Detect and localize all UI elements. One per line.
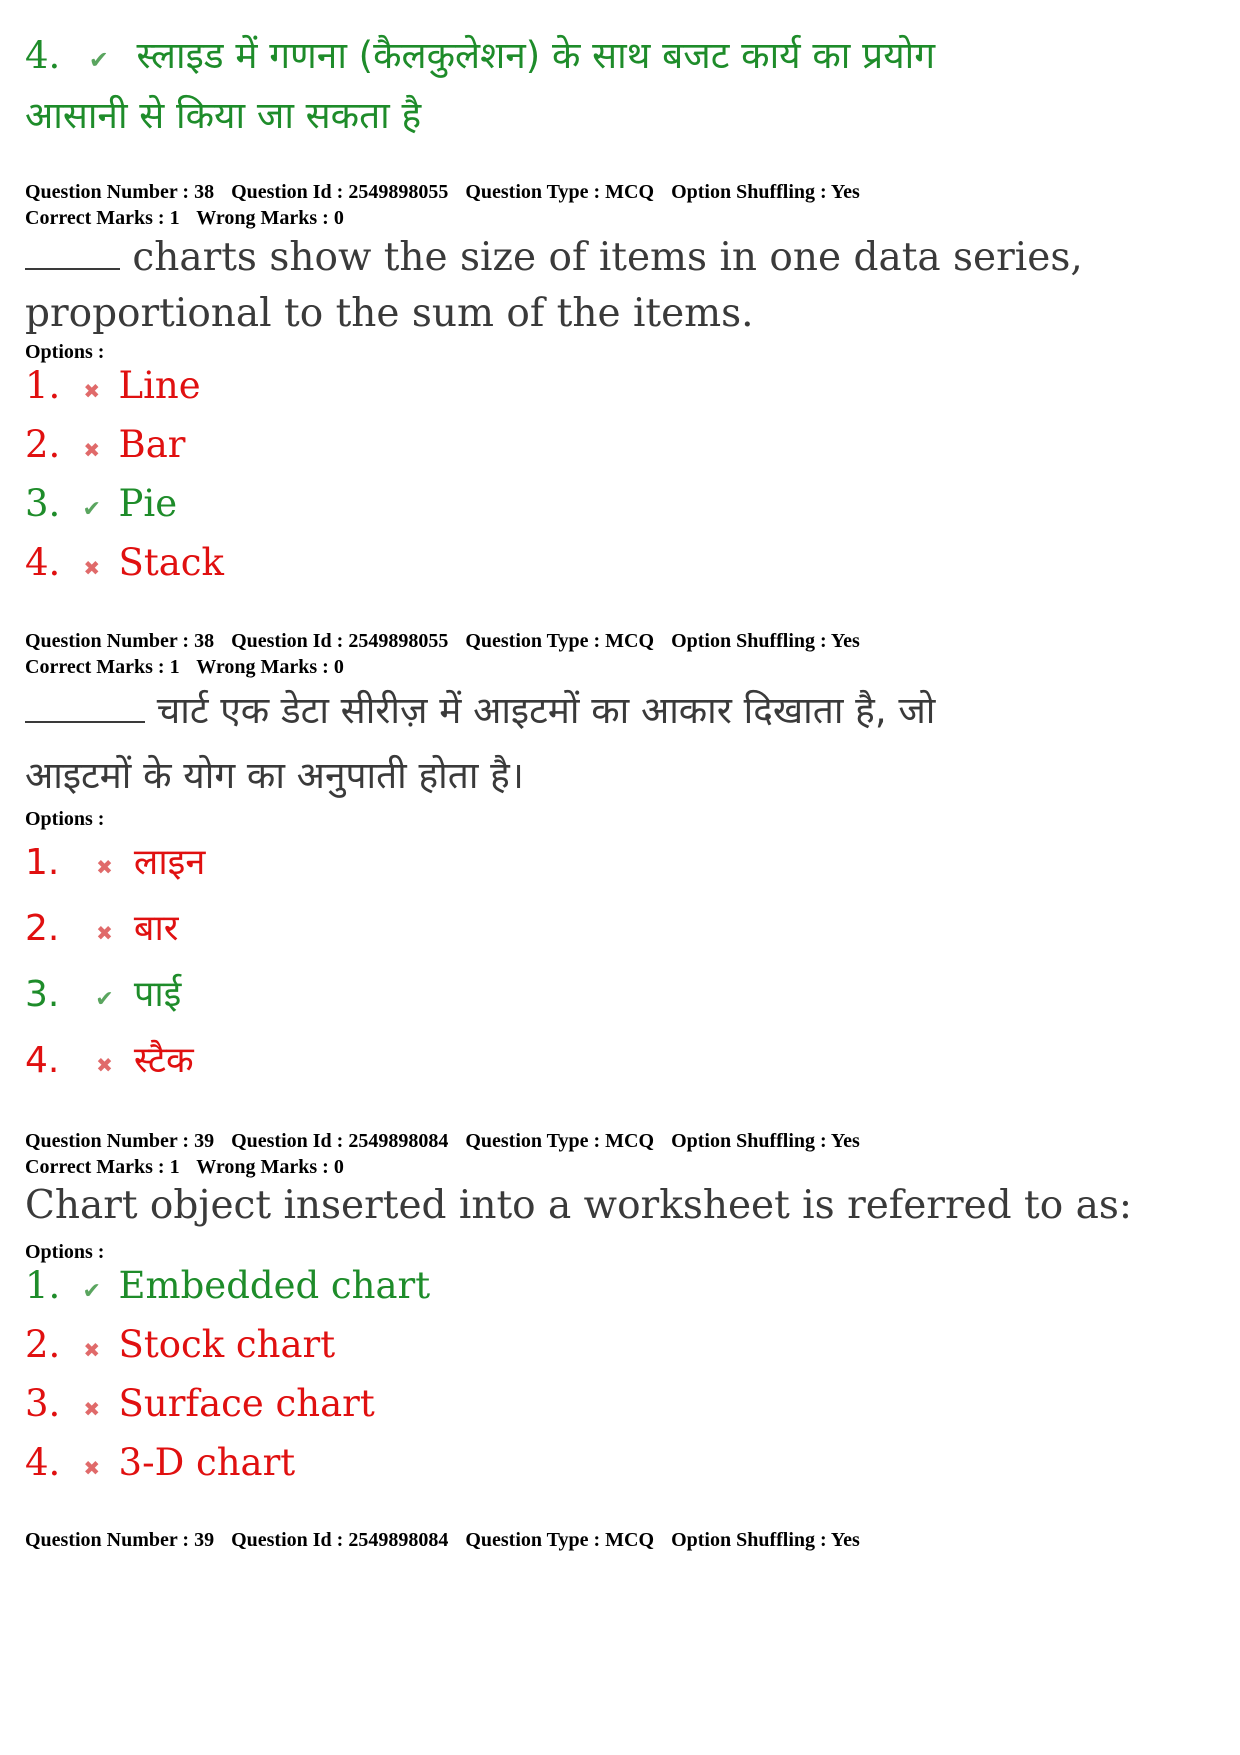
cross-icon: ✖ xyxy=(96,1053,113,1077)
option-text: 3-D chart xyxy=(118,1441,296,1484)
option-text: Surface chart xyxy=(118,1382,375,1425)
option-number: 3. xyxy=(25,482,61,525)
cross-icon: ✖ xyxy=(83,1397,101,1421)
q38-en-option-2 xyxy=(25,423,185,466)
option-text: Pie xyxy=(118,482,178,525)
option-shuffling: Option Shuffling : Yes xyxy=(671,181,860,203)
q39-hi-meta-line1 xyxy=(25,1526,1200,1555)
correct-marks: Correct Marks : 1 xyxy=(25,656,180,678)
wrong-marks: Wrong Marks : 0 xyxy=(196,207,344,229)
option-text: Embedded chart xyxy=(118,1264,431,1307)
wrong-marks: Wrong Marks : 0 xyxy=(196,1156,344,1178)
q38-en-options-label: Options : xyxy=(25,341,105,363)
question-number: Question Number : 38 xyxy=(25,630,215,652)
option-number: 1. xyxy=(25,364,61,407)
question-type: Question Type : MCQ xyxy=(465,630,655,652)
previous-question-option-4 xyxy=(25,28,935,79)
question-id: Question Id : 2549898084 xyxy=(231,1529,449,1551)
q38-en-question-text xyxy=(25,230,1200,342)
question-line1: charts show the size of items in one data series, xyxy=(132,235,1083,280)
question-line1: चार्ट एक डेटा सीरीज़ में आइटमों का आकार दिखाता है, जो xyxy=(156,689,936,732)
option-number: 2. xyxy=(25,908,60,949)
option-number: 4. xyxy=(25,1441,61,1484)
cross-icon: ✖ xyxy=(96,855,113,879)
question-line1: Chart object inserted into a worksheet is referred to as: xyxy=(25,1183,1132,1228)
option-number: 1. xyxy=(25,842,60,883)
answer-blank xyxy=(25,268,120,270)
q39-en-question-text xyxy=(25,1178,1200,1234)
question-number: Question Number : 39 xyxy=(25,1130,215,1152)
q39-en-option-4 xyxy=(25,1441,295,1484)
correct-marks: Correct Marks : 1 xyxy=(25,207,180,229)
question-type: Question Type : MCQ xyxy=(465,181,655,203)
option-text: Bar xyxy=(118,423,186,466)
q38-en-option-3 xyxy=(25,482,177,525)
q39-en-meta-line1 xyxy=(25,1127,1200,1156)
option-number: 4. xyxy=(25,541,61,584)
q38-hi-option-3 xyxy=(25,968,181,1017)
option-number: 2. xyxy=(25,1323,61,1366)
option-number: 4. xyxy=(25,1040,60,1081)
q38-hi-option-4 xyxy=(25,1034,194,1083)
question-type: Question Type : MCQ xyxy=(465,1529,655,1551)
check-icon: ✔ xyxy=(82,497,101,522)
option-text-line1: स्लाइड में गणना (कैलकुलेशन) के साथ बजट कार्य का प्रयोग xyxy=(136,34,936,77)
question-id: Question Id : 2549898055 xyxy=(231,181,449,203)
question-number: Question Number : 38 xyxy=(25,181,215,203)
cross-icon: ✖ xyxy=(83,1338,101,1362)
q38-en-meta-line1 xyxy=(25,178,1200,207)
option-number: 2. xyxy=(25,423,61,466)
option-text: पाई xyxy=(133,974,182,1015)
option-text: बार xyxy=(133,908,179,949)
option-number: 3. xyxy=(25,1382,61,1425)
q39-en-option-2 xyxy=(25,1323,335,1366)
option-text: स्टैक xyxy=(133,1040,194,1081)
question-number: Question Number : 39 xyxy=(25,1529,215,1551)
option-text: Stack xyxy=(118,541,224,584)
q39-en-options-label: Options : xyxy=(25,1241,105,1263)
check-icon: ✔ xyxy=(88,46,109,74)
answer-blank xyxy=(25,721,145,723)
q38-hi-option-2 xyxy=(25,902,179,951)
q39-en-option-1 xyxy=(25,1264,430,1307)
q38-hi-meta-line1 xyxy=(25,627,1200,656)
check-icon: ✔ xyxy=(82,1279,101,1304)
cross-icon: ✖ xyxy=(96,921,113,945)
option-shuffling: Option Shuffling : Yes xyxy=(671,1529,860,1551)
q38-hi-options-label: Options : xyxy=(25,808,105,830)
q38-hi-question-text xyxy=(25,678,1200,808)
question-type: Question Type : MCQ xyxy=(465,1130,655,1152)
q38-en-option-4 xyxy=(25,541,224,584)
correct-marks: Correct Marks : 1 xyxy=(25,1156,180,1178)
cross-icon: ✖ xyxy=(83,556,101,580)
cross-icon: ✖ xyxy=(83,1456,101,1480)
question-line2: आइटमों के योग का अनुपाती होता है। xyxy=(25,754,524,797)
q39-en-option-3 xyxy=(25,1382,375,1425)
option-text: लाइन xyxy=(133,842,206,883)
option-text: Line xyxy=(118,364,201,407)
option-number: 4. xyxy=(25,34,61,77)
q38-en-meta-line2 xyxy=(25,204,1200,233)
option-text: Stock chart xyxy=(118,1323,336,1366)
check-icon: ✔ xyxy=(95,987,114,1012)
q38-en-option-1 xyxy=(25,364,201,407)
wrong-marks: Wrong Marks : 0 xyxy=(196,656,344,678)
cross-icon: ✖ xyxy=(83,379,101,403)
option-number: 1. xyxy=(25,1264,61,1307)
question-line2: proportional to the sum of the items. xyxy=(25,291,754,336)
option-number: 3. xyxy=(25,974,60,1015)
question-id: Question Id : 2549898084 xyxy=(231,1130,449,1152)
cross-icon: ✖ xyxy=(83,438,101,462)
q38-hi-option-1 xyxy=(25,836,205,885)
previous-question-option-4-line2 xyxy=(25,88,421,139)
option-text-line2: आसानी से किया जा सकता है xyxy=(25,94,422,137)
option-shuffling: Option Shuffling : Yes xyxy=(671,1130,860,1152)
question-id: Question Id : 2549898055 xyxy=(231,630,449,652)
option-shuffling: Option Shuffling : Yes xyxy=(671,630,860,652)
